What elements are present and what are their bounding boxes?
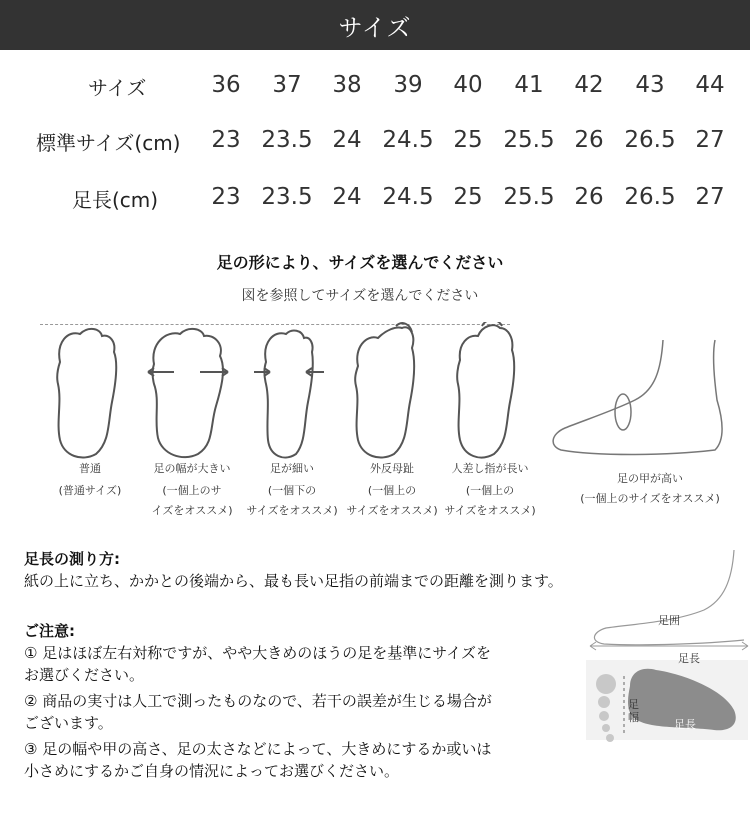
normal-foot-icon — [38, 322, 142, 462]
table-cell: 23 — [211, 184, 241, 210]
foot-type-narrow — [240, 322, 344, 522]
measure-text: 紙の上に立ち、かかとの後端から、最も長い足指の前端までの距離を測ります。 — [24, 572, 563, 590]
table-cell: 44 — [695, 72, 725, 98]
table-cell: 27 — [695, 127, 725, 153]
high-instep-foot-icon — [545, 320, 745, 470]
row-label-size: サイズ — [88, 76, 147, 100]
table-cell: 36 — [211, 72, 241, 98]
foot-measure-icon — [584, 540, 750, 760]
table-cell: 40 — [453, 72, 483, 98]
caution-line-6: 小さめにするかご自身の情況によってお選びください。 — [24, 762, 400, 780]
table-cell: 24.5 — [382, 127, 434, 153]
table-cell: 25.5 — [503, 184, 555, 210]
table-cell: 38 — [332, 72, 362, 98]
table-cell: 43 — [635, 72, 665, 98]
foot-caption-3: サイズをオススメ) — [246, 504, 338, 517]
table-cell: 24 — [332, 184, 362, 210]
instep-caption-1: 足の甲が高い — [617, 472, 683, 485]
table-cell: 26.5 — [624, 184, 676, 210]
measure-heading: 足長の測り方: — [24, 550, 120, 568]
bunion-foot-icon — [340, 322, 444, 462]
foot-caption-3: サイズをオススメ) — [346, 504, 438, 517]
wide-foot-icon — [140, 322, 244, 462]
foot-guide-subtitle: 図を参照してサイズを選んでください — [241, 288, 479, 304]
header-title: サイズ — [338, 13, 412, 42]
figure-label-width: 足幅 — [628, 698, 639, 724]
long-toe-foot-icon — [438, 322, 542, 462]
table-cell: 27 — [695, 184, 725, 210]
foot-type-normal — [38, 322, 142, 522]
table-cell: 23.5 — [261, 127, 313, 153]
caution-line-1: ① 足はほぼ左右対称ですが、やや大きめのほうの足を基準にサイズを — [24, 644, 492, 662]
foot-caption-2: (一個上のサ — [162, 484, 222, 497]
caution-heading: ご注意: — [24, 622, 75, 640]
table-cell: 26 — [574, 184, 604, 210]
foot-type-wide — [140, 322, 244, 522]
foot-caption-3: イズをオススメ) — [151, 504, 233, 517]
measurement-figure — [584, 540, 750, 760]
foot-caption-2: (一個上の — [465, 484, 515, 497]
table-cell: 42 — [574, 72, 604, 98]
table-cell: 25 — [453, 127, 483, 153]
caution-line-3: ② 商品の実寸は人工で測ったものなので、若干の誤差が生じる場合が — [24, 692, 492, 710]
foot-caption-2: (一個上の — [367, 484, 417, 497]
narrow-foot-icon — [240, 322, 344, 462]
foot-caption-1: 普通 — [79, 462, 101, 475]
foot-guide-title: 足の形により、サイズを選んでください — [216, 253, 504, 272]
table-cell: 25.5 — [503, 127, 555, 153]
size-row-foot-length — [0, 184, 750, 224]
foot-caption-2: (一個下の — [267, 484, 317, 497]
table-cell: 26 — [574, 127, 604, 153]
table-cell: 25 — [453, 184, 483, 210]
foot-type-long-toe — [438, 322, 542, 522]
table-cell: 26.5 — [624, 127, 676, 153]
foot-caption-1: 足の幅が大きい — [153, 462, 231, 475]
foot-caption-1: 足が細い — [270, 462, 314, 475]
foot-caption-2: (普通サイズ) — [58, 484, 122, 497]
foot-caption-1: 人差し指が長い — [451, 462, 529, 475]
table-cell: 24.5 — [382, 184, 434, 210]
size-row-standard — [0, 127, 750, 167]
table-cell: 37 — [272, 72, 302, 98]
table-cell: 24 — [332, 127, 362, 153]
table-cell: 23 — [211, 127, 241, 153]
row-label-standard: 標準サイズ(cm) — [36, 131, 181, 155]
table-cell: 41 — [514, 72, 544, 98]
caution-line-5: ③ 足の幅や甲の高さ、足の太さなどによって、大きめにするか或いは — [24, 740, 492, 758]
table-cell: 39 — [393, 72, 423, 98]
figure-label-girth: 足囲 — [658, 614, 680, 627]
caution-line-4: ございます。 — [24, 714, 113, 732]
table-cell: 23.5 — [261, 184, 313, 210]
size-row-size — [0, 72, 750, 112]
row-label-foot-length: 足長(cm) — [72, 188, 159, 212]
figure-label-length-side: 足長 — [678, 652, 700, 665]
figure-label-length-bottom: 足長 — [674, 718, 696, 731]
foot-caption-1: 外反母趾 — [370, 462, 414, 475]
instep-caption-2: (一個上のサイズをオススメ) — [580, 492, 720, 505]
header-bar — [0, 0, 750, 50]
foot-caption-3: サイズをオススメ) — [444, 504, 536, 517]
caution-line-2: お選びください。 — [24, 666, 145, 684]
